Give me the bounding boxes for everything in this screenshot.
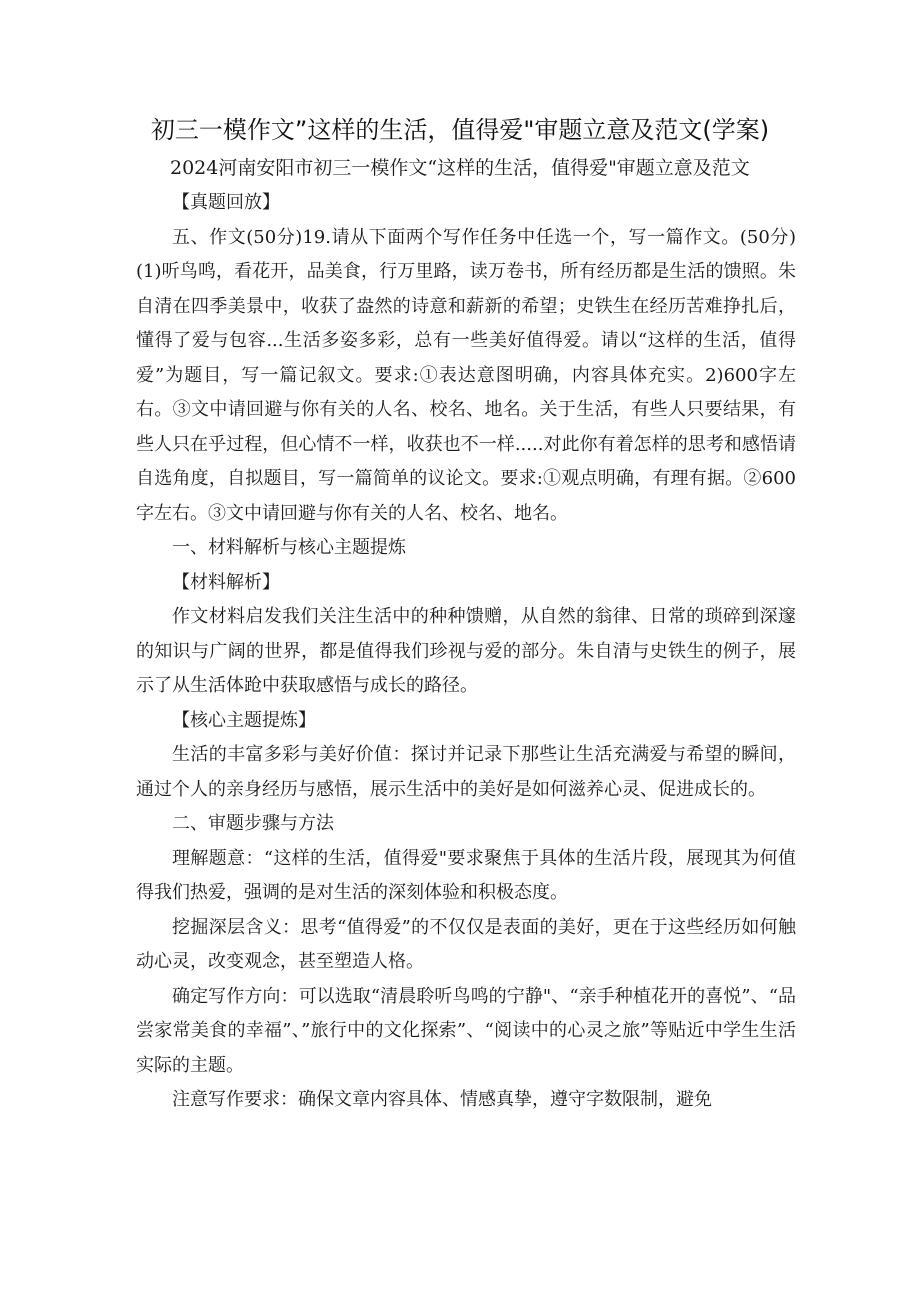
review-heading: 【真题回放】 <box>172 192 280 213</box>
document-subtitle: 2024河南安阳市初三一模作文“这样的生活，值得爱"审题立意及范文 <box>170 157 750 179</box>
material-paragraph: 作文材料启发我们关注生活中的种种馈赠，从自然的翁律、日常的琐碎到深邃的知识与广阔的世界，都是值得我们珍视与爱的部分。朱自清与史铁生的例子，展示了从生活体跄中获取感悟与成长的路径。 <box>136 606 796 696</box>
material-heading: 【材料解析】 <box>172 571 280 593</box>
document-title: 初三一模作文”这样的生活，值得爱"审题立意及范文(学案) <box>150 116 770 144</box>
core-paragraph: 生活的丰富多彩与美好价值：探讨并记录下那些让生活充满爱与希望的瞬间，通过个人的亲身经历与感悟，展示生活中的美好是如何滋养心灵、促进成长的。 <box>136 744 796 800</box>
part1-heading: 一、材料解析与核心主题提炼 <box>172 537 406 558</box>
step1-paragraph: 理解题意：“这样的生活，值得爱"要求聚焦于具体的生活片段，展现其为何值得我们热爱，强调的是对生活的深刻体验和积极态度。 <box>136 847 796 903</box>
prompt-paragraph: 五、作文(50分)19.请从下面两个写作任务中任选一个，写一篇作文。(50分)(1)听鸟鸣，看花开，品美食，行万里路，读万卷书，所有经历都是生活的馈照。朱自清在四季美景中，收获了盎然的诗意和薪新的希望；史铁生在经历苦难挣扎后，懂得了爱与包容...生活多姿多彩，总有一些美好值得爱。请以“这样的生活，值得爱”为题目，写一篇记叙文。要求:①表达意图明确，内容具体充实。2)600字左右。③文中请回避与你有关的人名、校名、地名。关于生活，有些人只要结果，有些人只在乎过程，但心情不一样，收获也不一样.....对此你有着怎样的思考和感悟请自选角度，自拟题目，写一篇简单的议论文。要求:①观点明确，有理有据。②600字左右。③文中请回避与你有关的人名、校名、地名。 <box>136 226 796 524</box>
core-heading: 【核心主题提炼】 <box>172 709 316 731</box>
step2-paragraph: 挖掘深层含义：思考“值得爱”的不仅仅是表面的美好，更在于这些经历如何触动心灵，改变观念，甚至塑造人格。 <box>136 916 796 972</box>
part2-heading: 二、审题步骤与方法 <box>172 813 334 834</box>
document-body <box>136 186 796 1118</box>
step3-paragraph: 确定写作方向：可以选取“清晨聆听鸟鸣的宁静"、“亲手种植花开的喜悦”、“品尝家常美食的幸福”、”旅行中的文化探索”、“阅读中的心灵之旅”等贴近中学生生活实际的主题。 <box>136 985 796 1076</box>
step4-paragraph: 注意写作要求：确保文章内容具体、情感真挚，遵守字数限制，避免 <box>172 1089 712 1110</box>
